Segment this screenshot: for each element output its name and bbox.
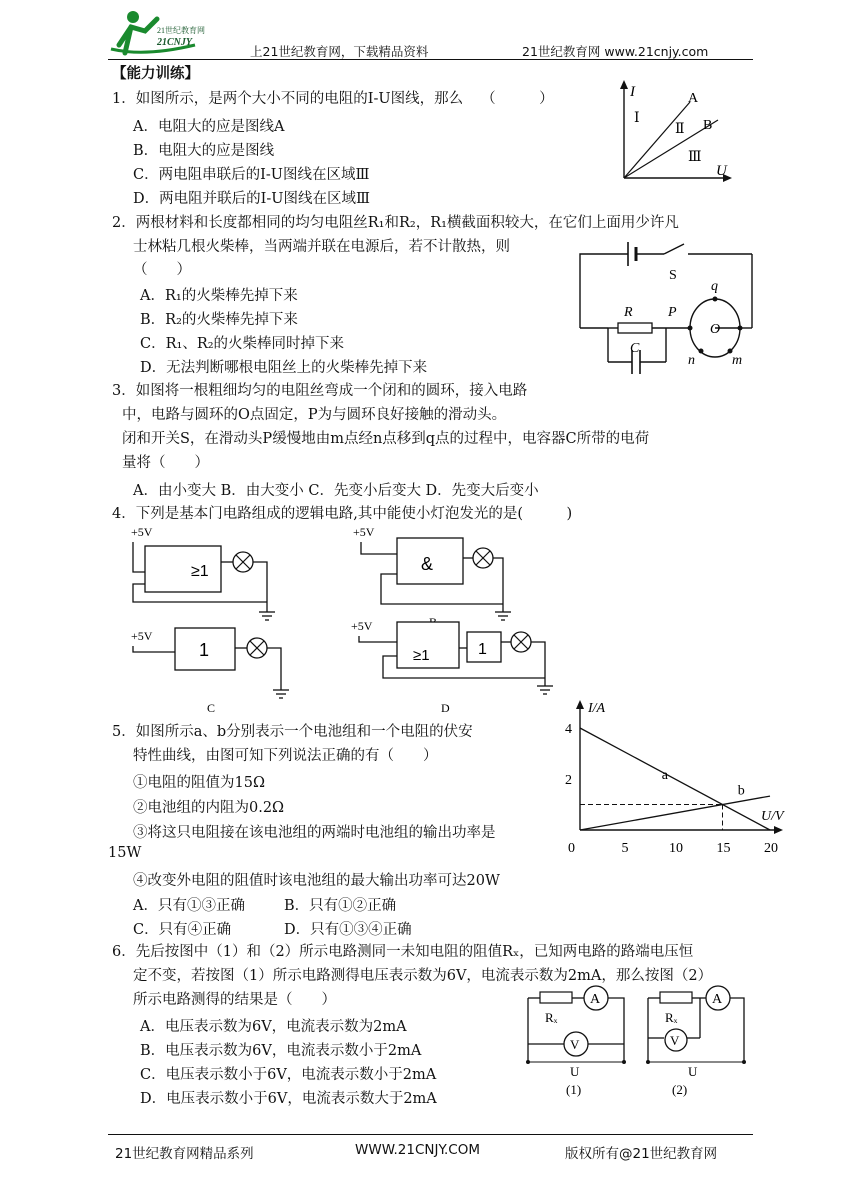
- q3-options: A．由小变大 B．由大变小 C．先变小后变大 D．先变大后变小: [133, 483, 539, 499]
- header-left-text: 上21世纪教育网，下载精品资料: [250, 44, 429, 59]
- q2-option-b: B．R₂的火柴棒先掉下来: [140, 312, 298, 328]
- q6-circuit-figure: [520, 978, 756, 1102]
- q5-option-a: A．只有①③正确: [133, 898, 245, 914]
- q5-stem-line1: [112, 721, 473, 743]
- q1-region-3: Ⅲ: [688, 150, 702, 165]
- chart-series-label-b: b: [737, 783, 745, 799]
- q4-logic-figure: [125, 524, 565, 715]
- q2-option-a: A．R₁的火柴棒先掉下来: [140, 288, 298, 304]
- chart-x-tick-label: 20: [764, 841, 778, 856]
- q3-capacitor-label: C: [630, 341, 640, 356]
- q1-iu-figure: [610, 78, 740, 182]
- q4-a-vcc: +5V: [131, 525, 153, 539]
- chart-y-tick-label: 4: [565, 722, 572, 737]
- q2-stem-line1: [112, 212, 679, 234]
- logo-text-bottom: 21CNJY: [157, 37, 192, 48]
- q6-stem-line2: 定不变，若按图（1）所示电路测得电压表示数为6V，电流表示数为2mA，那么按图（2）: [133, 968, 713, 984]
- q4-c-vcc: +5V: [131, 629, 153, 643]
- q3-switch-label: S: [669, 268, 677, 283]
- q3-circuit-figure: [570, 234, 760, 386]
- site-logo: [105, 5, 205, 57]
- q4-c-label: C: [207, 701, 216, 715]
- logo-text-top: 21世纪教育网: [157, 26, 205, 35]
- q3-stem-line2: 中，电路与圆环的O点固定，P为与圆环良好接触的滑动头。: [122, 407, 507, 423]
- q4-d-label: D: [441, 701, 450, 715]
- q2-stem-line2: 士林粘几根火柴棒，当两端并联在电源后，若不计散热，则: [133, 239, 510, 255]
- chart-ylabel: I/A: [588, 701, 606, 716]
- q5-statement-4: ④改变外电阻的阻值时该电池组的最大输出功率可达20W: [133, 873, 500, 889]
- q1-bracket: （ ）: [481, 91, 554, 107]
- chart-series-label-a: a: [661, 768, 668, 783]
- q2-stem-text-1: 两根材料和长度都相同的均匀电阻丝R₁和R₂，R₁横截面积较大，在它们上面用少许凡: [135, 215, 679, 231]
- chart-x-tick-label: 0: [568, 841, 575, 856]
- q6-fig1-label: (1): [566, 1082, 582, 1097]
- footer-center: WWW.21CNJY.COM: [355, 1142, 480, 1158]
- q2-bracket: （ ）: [133, 262, 191, 278]
- q3-slider-label: P: [668, 305, 677, 320]
- q3-number: 3．: [112, 383, 136, 399]
- q4-d-gate-not: 1: [478, 641, 487, 658]
- q1-region-1: Ⅰ: [634, 111, 640, 126]
- q6-option-a: A．电压表示数为6V，电流表示数为2mA: [140, 1019, 407, 1035]
- q6-stem-line3: 所示电路测得的结果是（ ）: [133, 992, 336, 1008]
- q1-axis-u: U: [716, 163, 727, 179]
- q3-stem-text-1: 如图将一根粗细均匀的电阻丝弯成一个闭和的圆环，接入电路: [135, 383, 528, 399]
- q1-line-b-label: B: [703, 118, 713, 133]
- footer-left: 21世纪教育网精品系列: [115, 1146, 254, 1162]
- q6-number: 6．: [112, 944, 136, 960]
- q5-statement-3: ③将这只电阻接在该电池组的两端时电池组的输出功率是: [133, 825, 496, 841]
- chart-series-line-b: [580, 796, 770, 830]
- chart-y-tick-label: 2: [565, 773, 572, 788]
- q2-option-d: D．无法判断哪根电阻丝上的火柴棒先掉下来: [140, 360, 428, 376]
- q6-option-c: C．电压表示数小于6V，电流表示数小于2mA: [140, 1067, 437, 1083]
- q1-option-b: B．电阻大的应是图线: [133, 143, 275, 159]
- q4-a-gate: ≥1: [191, 563, 209, 580]
- q1-number: 1．: [112, 91, 136, 107]
- q3-stem-line3: 闭和开关S，在滑动头P缓慢地由m点经n点移到q点的过程中，电容器C所带的电荷: [122, 431, 650, 447]
- footer-right: 版权所有@21世纪教育网: [565, 1146, 718, 1162]
- q1-region-2: Ⅱ: [675, 122, 685, 137]
- q4-stem-text: 下列是基本门电路组成的逻辑电路,其中能使小灯泡发光的是( ): [135, 506, 573, 522]
- q1-option-d: D．两电阻并联后的I-U图线在区域Ⅲ: [133, 191, 370, 207]
- q4-b-vcc: +5V: [353, 525, 375, 539]
- q6-fig1-source: U: [570, 1064, 580, 1079]
- q6-fig2-source: U: [688, 1064, 698, 1079]
- q6-fig2-voltmeter: V: [670, 1033, 680, 1048]
- q5-stem-line2: 特性曲线，由图可知下列说法正确的有（ ）: [133, 748, 438, 764]
- q4-c-gate: 1: [199, 640, 210, 660]
- chart-x-tick-label: 5: [621, 841, 629, 856]
- q1-option-c: C．两电阻串联后的I-U图线在区域Ⅲ: [133, 167, 370, 183]
- chart-xlabel: U/V: [761, 809, 784, 824]
- chart-x-tick-label: 15: [716, 841, 731, 856]
- header-right-text: 21世纪教育网 www.21cnjy.com: [522, 44, 709, 59]
- q5-option-d: D．只有①③④正确: [284, 922, 412, 938]
- q6-option-d: D．电压表示数小于6V，电流表示数大于2mA: [140, 1091, 437, 1107]
- q1-stem-text: 如图所示，是两个大小不同的电阻的I-U图线，那么: [135, 91, 464, 107]
- q3-point-m: m: [732, 353, 743, 368]
- q5-chart: [555, 690, 795, 862]
- q5-statement-1: ①电阻的阻值为15Ω: [133, 775, 265, 791]
- q3-point-n: n: [688, 353, 695, 368]
- q5-statement-3-cont: 15W: [108, 845, 142, 861]
- chart-series-line-a: [580, 728, 770, 830]
- q4-d-gate-or: ≥1: [413, 647, 430, 664]
- footer-rule: [108, 1134, 753, 1135]
- header-rule: [108, 59, 753, 60]
- q5-statement-2: ②电池组的内阻为0.2Ω: [133, 800, 285, 816]
- chart-x-tick-label: 10: [669, 841, 683, 856]
- q3-stem-line4: 量将（ ）: [122, 455, 209, 471]
- q5-number: 5．: [112, 724, 136, 740]
- q6-stem-line1: [112, 941, 693, 963]
- q3-stem-line1: [112, 380, 527, 402]
- q1-axis-i: I: [630, 84, 635, 100]
- q6-fig1-rx: Rₓ: [545, 1010, 558, 1025]
- q6-option-b: B．电压表示数为6V，电流表示数小于2mA: [140, 1043, 422, 1059]
- q6-fig2-label: (2): [672, 1082, 688, 1097]
- q6-fig2-rx: Rₓ: [665, 1010, 678, 1025]
- q2-option-c: C．R₁、R₂的火柴棒同时掉下来: [140, 336, 345, 352]
- q5-option-c: C．只有④正确: [133, 922, 232, 938]
- q4-number: 4．: [112, 506, 136, 522]
- q1-stem: [112, 88, 554, 110]
- q6-fig2-ammeter: A: [712, 992, 723, 1007]
- q5-option-b: B．只有①②正确: [284, 898, 397, 914]
- q2-number: 2．: [112, 215, 136, 231]
- q4-b-gate: &: [421, 554, 434, 574]
- q6-fig1-voltmeter: V: [570, 1037, 580, 1052]
- q6-fig1-ammeter: A: [590, 992, 601, 1007]
- q4-d-vcc: +5V: [351, 619, 373, 633]
- q1-option-a: A．电阻大的应是图线A: [133, 119, 285, 135]
- q3-resistor-label: R: [624, 305, 633, 320]
- q5-stem-text-1: 如图所示a、b分别表示一个电池组和一个电阻的伏安: [135, 724, 473, 740]
- q1-line-a-label: A: [688, 91, 699, 106]
- q3-point-q: q: [711, 279, 718, 294]
- section-title: 【能力训练】: [112, 65, 199, 82]
- q6-stem-text-1: 先后按图中（1）和（2）所示电路测同一未知电阻的阻值Rₓ，已知两电路的路端电压恒: [135, 944, 694, 960]
- q4-stem: [112, 503, 572, 525]
- q3-center-label: O: [710, 322, 721, 337]
